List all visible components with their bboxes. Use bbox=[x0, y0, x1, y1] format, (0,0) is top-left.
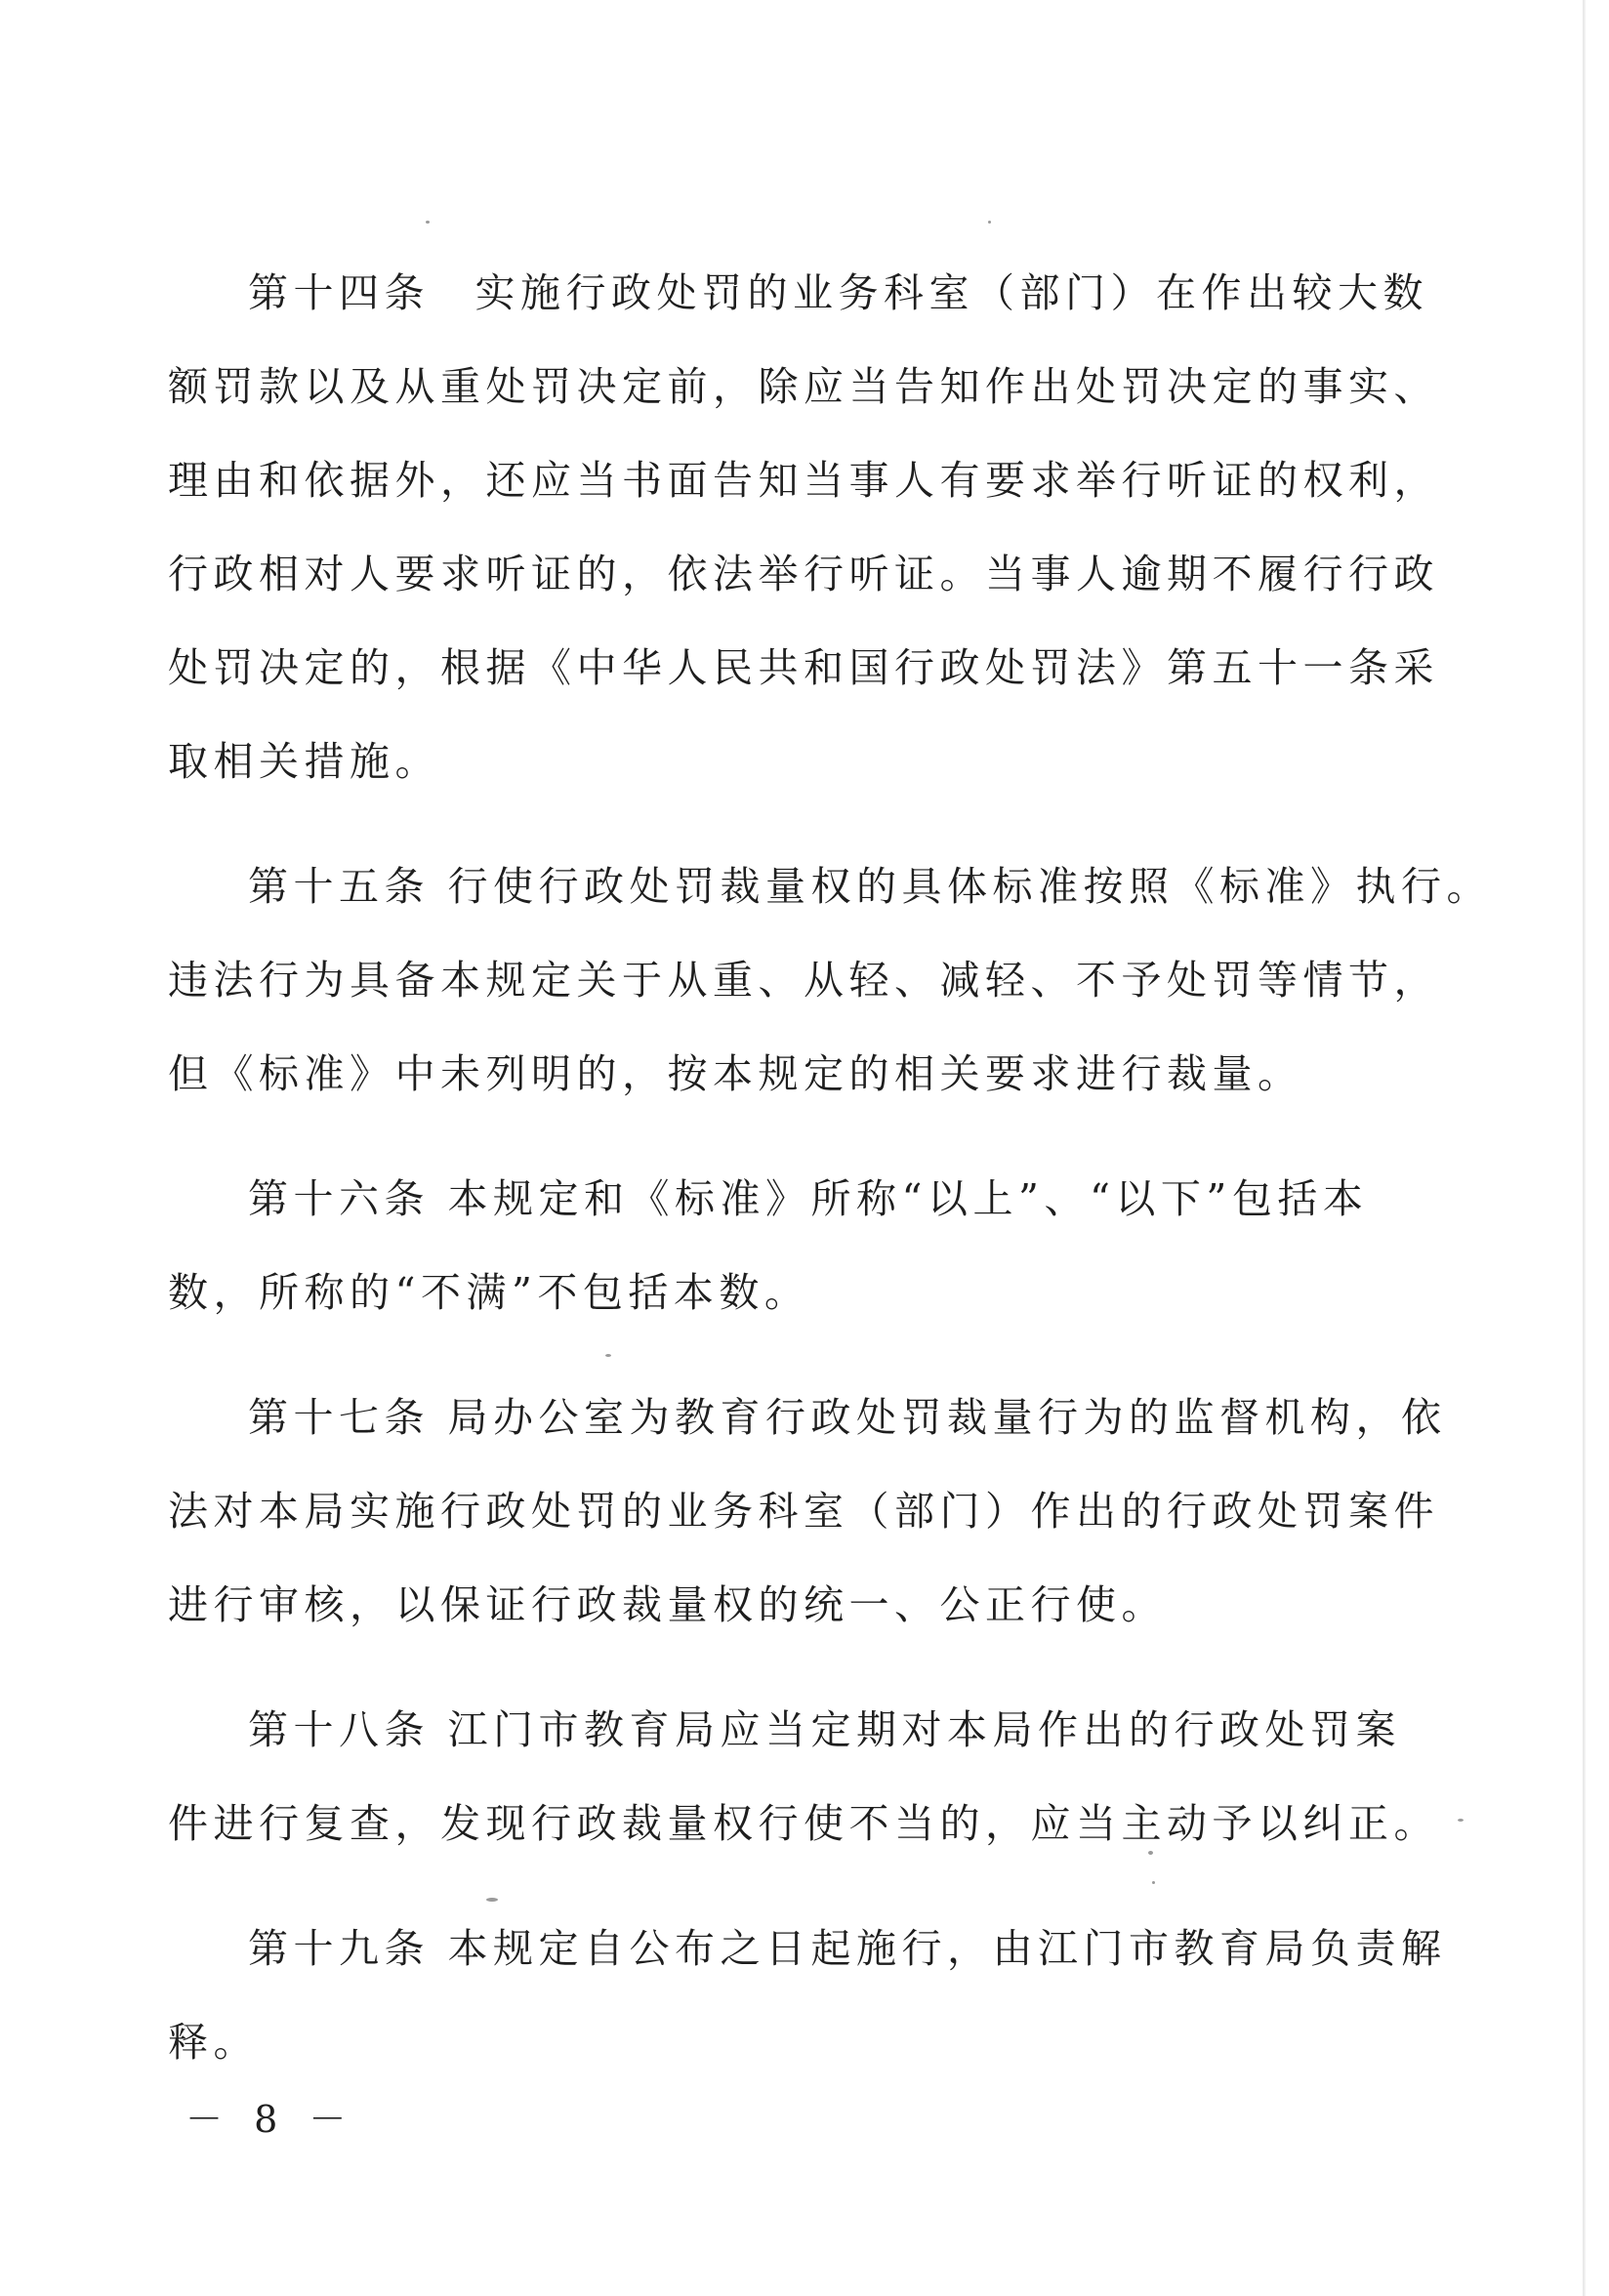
paragraph-line: 第十六条 本规定和《标准》所称“以上”、“以下”包括本 bbox=[248, 1175, 1369, 1222]
paragraph-line: 第十五条 行使行政处罚裁量权的具体标准按照《标准》执行。 bbox=[248, 863, 1493, 910]
paragraph-line: 行政相对人要求听证的，依法举行听证。当事人逾期不履行行政 bbox=[168, 551, 1439, 597]
scan-speck bbox=[426, 221, 430, 224]
paragraph-line: 违法行为具备本规定关于从重、从轻、减轻、不予处罚等情节， bbox=[168, 957, 1439, 1004]
paragraph-line: 第十七条 局办公室为教育行政处罚裁量行为的监督机构，依 bbox=[248, 1394, 1447, 1441]
paragraph-line: 进行审核，以保证行政裁量权的统一、公正行使。 bbox=[168, 1581, 1167, 1628]
scan-speck bbox=[605, 1354, 611, 1357]
article-14 bbox=[168, 246, 1439, 808]
article-15 bbox=[168, 840, 1493, 1121]
paragraph-line: 第十八条 江门市教育局应当定期对本局作出的行政处罚案 bbox=[248, 1706, 1402, 1753]
paragraph-line: 取相关措施。 bbox=[168, 738, 440, 785]
paragraph-line: 理由和依据外，还应当书面告知当事人有要求举行听证的权利， bbox=[168, 457, 1439, 504]
scan-page-edge bbox=[1583, 0, 1586, 2296]
scan-speck bbox=[1148, 1851, 1153, 1855]
paragraph-line: 但《标准》中未列明的，按本规定的相关要求进行裁量。 bbox=[168, 1050, 1303, 1097]
paragraph-line: 法对本局实施行政处罚的业务科室（部门）作出的行政处罚案件 bbox=[168, 1488, 1439, 1535]
scan-speck bbox=[486, 1898, 498, 1902]
paragraph-line: 第十四条 实施行政处罚的业务科室（部门）在作出较大数 bbox=[248, 269, 1428, 316]
paragraph-line: 第十九条 本规定自公布之日起施行，由江门市教育局负责解 bbox=[248, 1925, 1447, 1972]
article-18 bbox=[168, 1683, 1439, 1870]
paragraph-line: 处罚决定的，根据《中华人民共和国行政处罚法》第五十一条采 bbox=[168, 644, 1439, 691]
document-body bbox=[168, 246, 1493, 2120]
article-16 bbox=[168, 1152, 1388, 1339]
paragraph-line: 释。 bbox=[168, 2019, 259, 2066]
paragraph-line: 额罚款以及从重处罚决定前，除应当告知作出处罚决定的事实、 bbox=[168, 363, 1439, 410]
page-number: － 8 － bbox=[186, 2098, 356, 2141]
scan-speck bbox=[1458, 1819, 1464, 1822]
scan-speck bbox=[1152, 1881, 1155, 1884]
article-19 bbox=[168, 1902, 1447, 2089]
paragraph-line: 数，所称的“不满”不包括本数。 bbox=[168, 1269, 810, 1316]
article-17 bbox=[168, 1371, 1447, 1652]
paragraph-line: 件进行复查，发现行政裁量权行使不当的，应当主动予以纠正。 bbox=[168, 1800, 1439, 1847]
scan-speck bbox=[988, 221, 991, 224]
